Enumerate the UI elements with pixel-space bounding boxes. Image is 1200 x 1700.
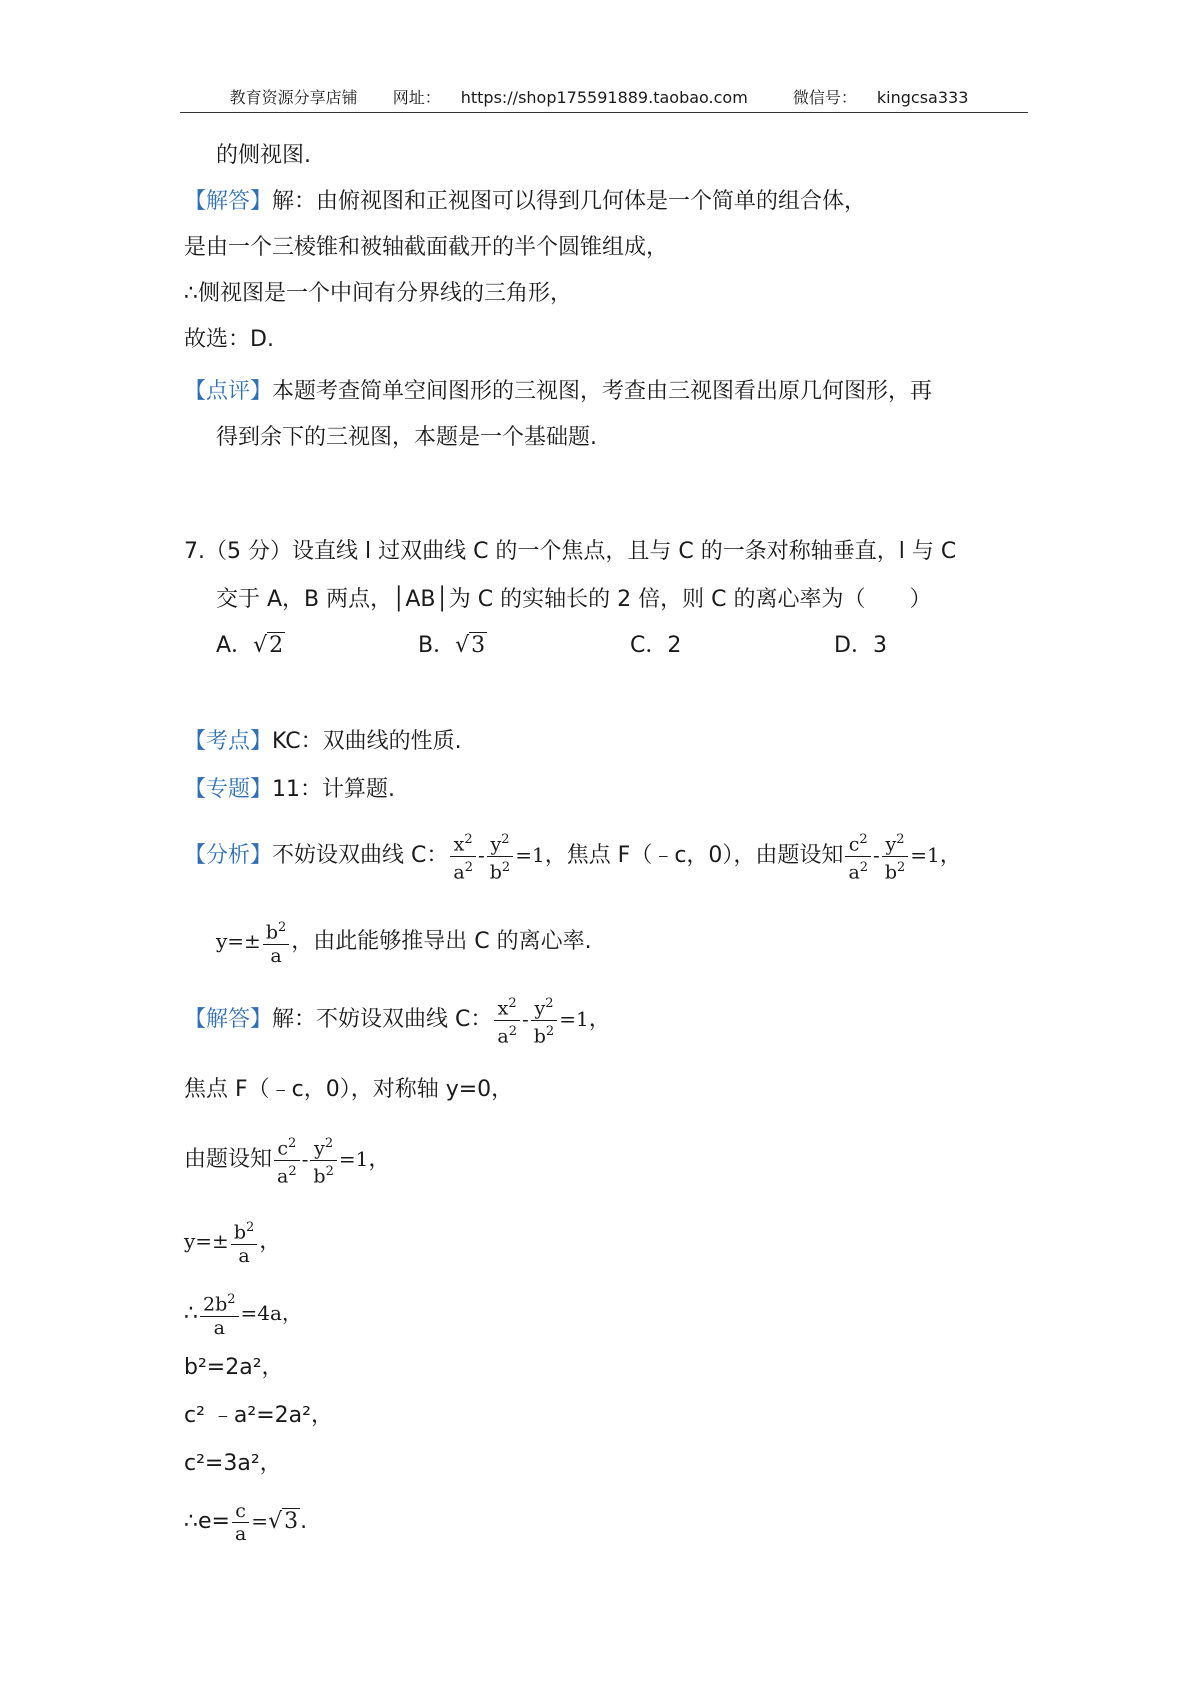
page-header: [180, 84, 1028, 113]
jieda-step-y: y=± $\frac{b^2}{a}$ ，: [184, 1214, 281, 1269]
jieda-tag-2: 【解答】: [184, 1007, 273, 1032]
frac-y2-b2: $\frac{y^2}{b^2}$: [310, 1133, 336, 1187]
dianping-tag: 【点评】: [184, 379, 273, 404]
jieda-line1: 【解答】解：不妨设双曲线 C： $\frac{x^2}{a^2}$ - $\frac{y^2}{b^2}$ =1，: [184, 992, 611, 1047]
jieda-step-e: ∴e= $\frac{c}{a}$ =√3.: [184, 1499, 308, 1545]
q7-option-a: A．√2: [216, 633, 284, 658]
header-shop: 教育资源分享店铺: [229, 88, 358, 107]
frac-c-a: $\frac{c}{a}$: [232, 1500, 249, 1545]
fenxi-line1: 【分析】不妨设双曲线 C： $\frac{x^2}{a^2}$ - $\frac{y^2}{b^2}$ =1，焦点 F（﹣c，0），由题设知 $\frac{c^2}{a^2}$ - $\frac{y^2}{b^2}$ =1，: [184, 828, 962, 883]
jieda-step-2b2: ∴ $\frac{2b^2}{a}$ =4a，: [184, 1286, 302, 1341]
prev-jieda-line3: ∴侧视图是一个中间有分界线的三角形，: [184, 281, 572, 306]
frac-y2-b2: $\frac{y^2}{b^2}$: [531, 993, 557, 1047]
header-site-label: 网址：: [392, 88, 441, 107]
kaodian-line: 【考点】KC：双曲线的性质.: [184, 729, 462, 754]
prev-jieda-line1: 【解答】解：由俯视图和正视图可以得到几何体是一个简单的组合体，: [184, 189, 867, 214]
jieda-tag: 【解答】: [184, 189, 273, 214]
frac-2b2-a: $\frac{2b^2}{a}$: [200, 1289, 239, 1338]
header-site-url[interactable]: https://shop175591889.taobao.com: [460, 88, 748, 107]
jieda-focus: 焦点 F（﹣c，0），对称轴 y=0，: [184, 1077, 514, 1102]
zhuanti-line: 【专题】11：计算题.: [184, 777, 396, 802]
header-wechat-label: 微信号：: [792, 88, 857, 107]
q7-line1: 7.（5 分）设直线 l 过双曲线 C 的一个焦点，且与 C 的一条对称轴垂直，l 与 C: [184, 539, 957, 564]
fenxi-line2: y=± $\frac{b^2}{a}$ ，由此能够推导出 C 的离心率.: [216, 914, 592, 969]
fenxi-tag: 【分析】: [184, 843, 273, 868]
jieda-step-c2-minus: c² ﹣a²=2a²，: [184, 1403, 333, 1428]
frac-y2-b2: $\frac{y^2}{b^2}$: [487, 829, 513, 883]
jieda-given: 由题设知 $\frac{c^2}{a^2}$ - $\frac{y^2}{b^2}$ =1，: [184, 1132, 390, 1187]
q7-option-b: B．√3: [418, 633, 486, 658]
frac-c2-a2: $\frac{c^2}{a^2}$: [845, 829, 871, 883]
kaodian-tag: 【考点】: [184, 729, 273, 754]
prev-jieda-line4: 故选：D.: [184, 327, 274, 352]
q7-option-d: D．3: [834, 633, 887, 658]
frac-y2-b2: $\frac{y^2}{b^2}$: [882, 829, 908, 883]
prev-jieda-line2: 是由一个三棱锥和被轴截面截开的半个圆锥组成，: [184, 235, 669, 260]
q7-line2: 交于 A，B 两点，│AB│为 C 的实轴长的 2 倍，则 C 的离心率为（ ）: [216, 587, 932, 612]
jieda-step-c2: c²=3a²，: [184, 1451, 282, 1476]
header-wechat-id: kingcsa333: [876, 88, 969, 107]
jieda-step-b2: b²=2a²，: [184, 1355, 284, 1380]
frac-x2-a2: $\frac{x^2}{a^2}$: [450, 829, 476, 883]
frac-b2-a: $\frac{b^2}{a}$: [263, 917, 289, 966]
frac-b2-a: $\frac{b^2}{a}$: [231, 1217, 257, 1266]
zhuanti-tag: 【专题】: [184, 777, 273, 802]
prev-dianping-line2: 得到余下的三视图，本题是一个基础题.: [216, 425, 597, 450]
q7-option-c: C．2: [630, 633, 682, 658]
frac-x2-a2: $\frac{x^2}{a^2}$: [494, 993, 520, 1047]
frac-c2-a2: $\frac{c^2}{a^2}$: [274, 1133, 300, 1187]
prev-cont: 的侧视图.: [216, 143, 311, 168]
prev-dianping-line1: 【点评】本题考查简单空间图形的三视图，考查由三视图看出原几何图形，再: [184, 379, 933, 404]
